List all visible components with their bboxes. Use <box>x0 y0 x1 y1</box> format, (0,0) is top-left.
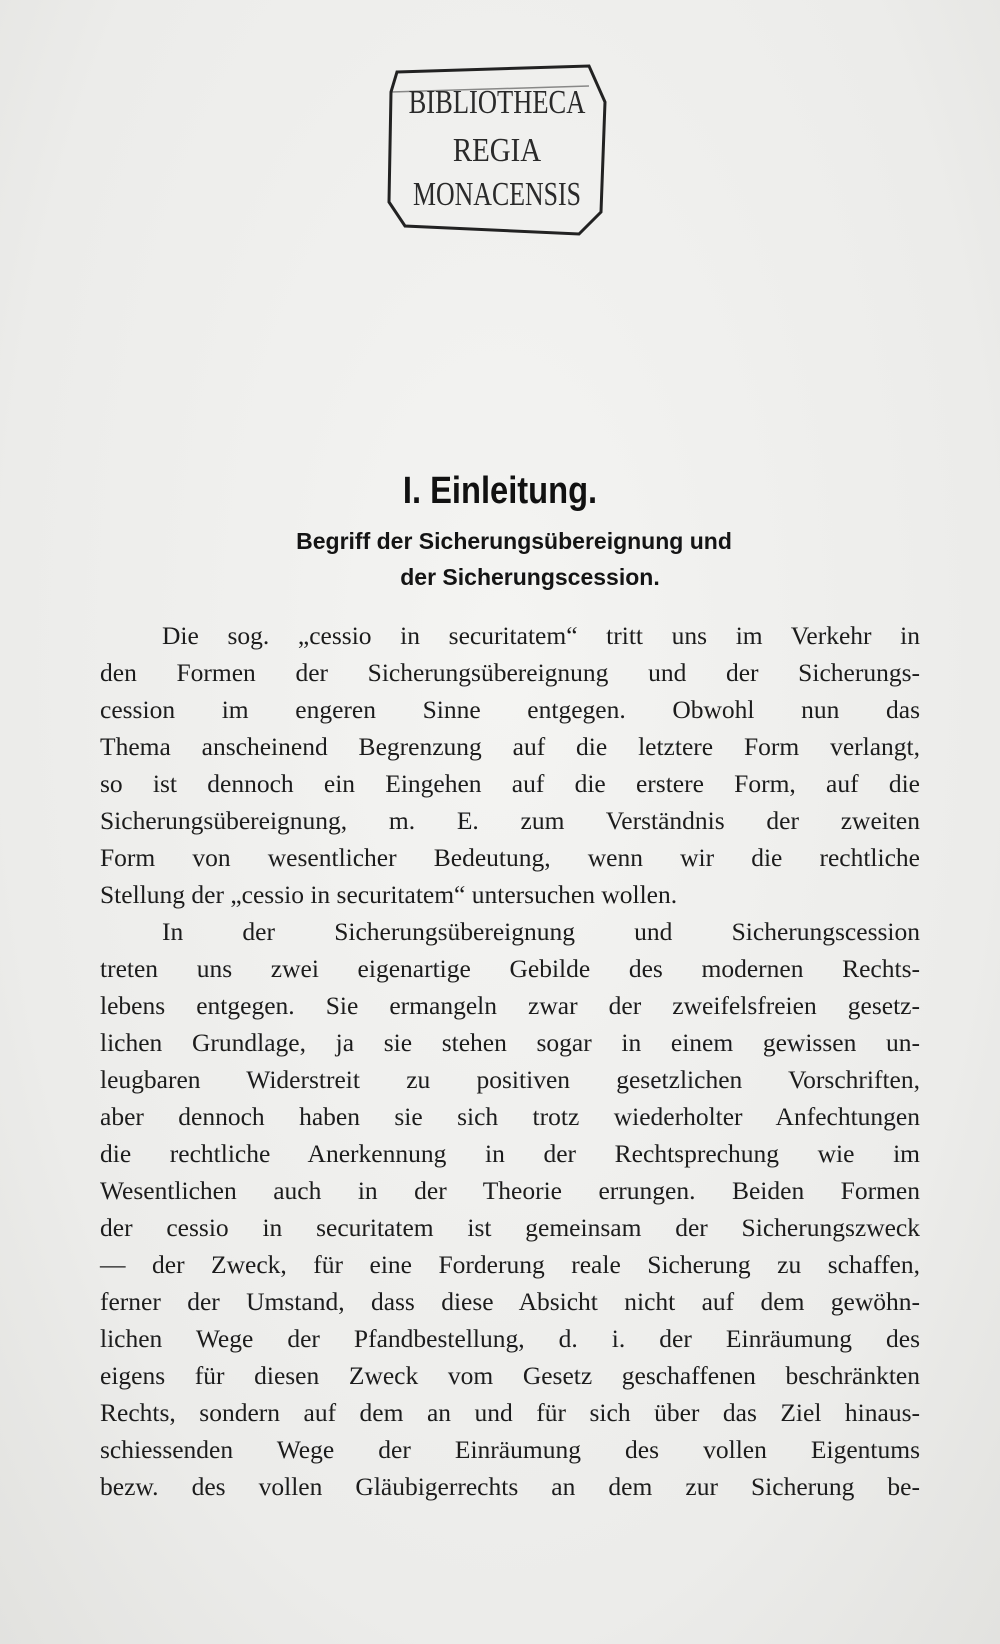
text-line: In der Sicherungsübereignung und Sicherungscession <box>162 917 920 946</box>
section-subtitle-line-2: der Sicherungscession. <box>400 564 660 590</box>
text-line: die rechtliche Anerkennung in der Rechtsprechung wie im <box>100 1139 920 1168</box>
text-line: cession im engeren Sinne entgegen. Obwohl nun das <box>100 695 920 724</box>
chapter-title: I. Einleitung. <box>402 470 598 512</box>
text-line: lichen Wege der Pfandbestellung, d. i. der Einräumung des <box>100 1324 920 1353</box>
text-line: Form von wesentlicher Bedeutung, wenn wir die rechtliche <box>100 843 920 872</box>
text-line: Rechts, sondern auf dem an und für sich über das Ziel hinaus- <box>100 1398 920 1427</box>
text-line: lebens entgegen. Sie ermangeln zwar der zweifelsfreien gesetz- <box>100 991 920 1020</box>
text-line: so ist dennoch ein Eingehen auf die erstere Form, auf die <box>100 769 920 798</box>
stamp-line-3: MONACENSIS <box>412 176 581 213</box>
text-line: treten uns zwei eigenartige Gebilde des modernen Rechts- <box>100 954 920 983</box>
text-line: Stellung der „cessio in securitatem“ untersuchen wollen. <box>100 880 678 909</box>
stamp-line-1: BIBLIOTHECA <box>408 84 586 121</box>
text-line: leugbaren Widerstreit zu positiven gesetzlichen Vorschriften, <box>100 1065 920 1094</box>
text-line: eigens für diesen Zweck vom Gesetz geschaffenen beschränkten <box>100 1361 920 1390</box>
text-line: Wesentlichen auch in der Theorie errungen. Beiden Formen <box>100 1176 920 1205</box>
section-subtitle-line-1: Begriff der Sicherungsübereignung und <box>296 528 732 554</box>
text-line: den Formen der Sicherungsübereignung und der Sicherungs- <box>100 658 920 687</box>
text-line: — der Zweck, für eine Forderung reale Sicherung zu schaffen, <box>100 1250 920 1279</box>
text-line: der cessio in securitatem ist gemeinsam der Sicherungszweck <box>100 1213 920 1242</box>
text-line: aber dennoch haben sie sich trotz wiederholter Anfechtungen <box>100 1102 920 1131</box>
text-line: lichen Grundlage, ja sie stehen sogar in einem gewissen un- <box>100 1028 920 1057</box>
text-line: schiessenden Wege der Einräumung des vollen Eigentums <box>100 1435 920 1464</box>
body-text <box>100 617 920 1505</box>
text-line: ferner der Umstand, dass diese Absicht nicht auf dem gewöhn- <box>100 1287 920 1316</box>
text-line: Die sog. „cessio in securitatem“ tritt uns im Verkehr in <box>162 621 920 650</box>
stamp-line-2: REGIA <box>452 132 542 169</box>
text-line: Thema anscheinend Begrenzung auf die letztere Form verlangt, <box>100 732 920 761</box>
library-stamp <box>383 62 611 237</box>
text-line: Sicherungsübereignung, m. E. zum Verständnis der zweiten <box>100 806 920 835</box>
text-line: bezw. des vollen Gläubigerrechts an dem zur Sicherung be- <box>100 1472 920 1501</box>
